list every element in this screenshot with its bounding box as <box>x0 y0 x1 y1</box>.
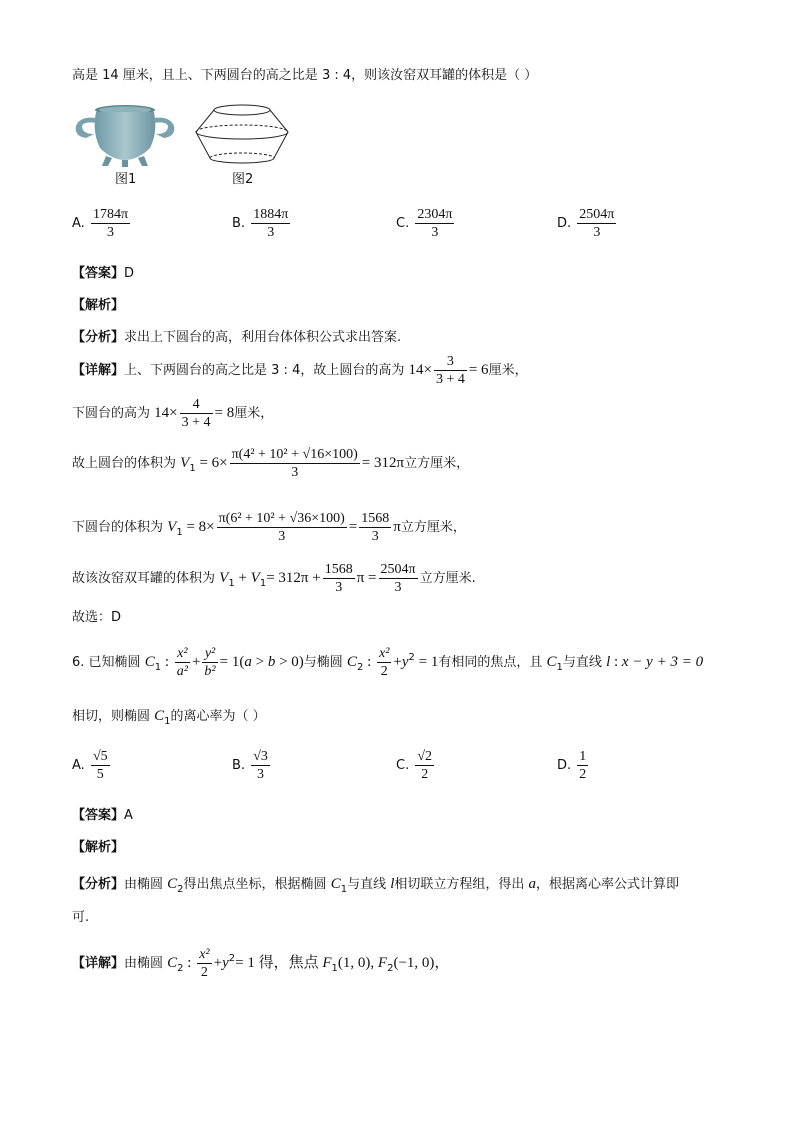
q6-option-d[interactable] <box>557 748 590 783</box>
figure-1-jar <box>72 104 178 170</box>
q5-fenxi: 【分析】求出上下圆台的高，利用台体体积公式求出答案. <box>72 330 402 345</box>
q6-option-a[interactable] <box>72 748 112 783</box>
option-fraction: $\frac{√2}{2}$ <box>417 749 433 782</box>
jar-image <box>72 104 178 170</box>
option-letter: C. <box>396 758 410 773</box>
q5-option-d[interactable] <box>557 206 618 241</box>
option-fraction: $\frac{√3}{3}$ <box>253 749 268 782</box>
figure-2-caption: 图2 <box>232 172 254 187</box>
q5-xiangjie-line2: 下圆台的高为 14× $\frac{4}{3 + 4}$ = 8厘米， <box>72 397 274 430</box>
figure-1-caption: 图1 <box>115 172 137 187</box>
q5-xiangjie-line1: 【详解】上、下两圆台的高之比是 3 : 4，故上圆台的高为 14× $\frac{3}{3 + 4}$ = 6厘米， <box>72 354 528 387</box>
option-letter: A. <box>72 216 85 231</box>
q6-stem-line2: 相切，则椭圆 $C_1$的离心率为（ ） <box>72 708 266 727</box>
option-letter: A. <box>72 758 85 773</box>
figure-2-frustums <box>194 102 290 168</box>
q5-answer: 【答案】D <box>72 266 135 281</box>
q6-option-b[interactable] <box>232 748 272 783</box>
option-letter: D. <box>557 216 572 231</box>
option-fraction: $\frac{1784\pi}{3}$ <box>92 207 129 240</box>
q6-answer: 【答案】A <box>72 808 133 823</box>
q5-option-a[interactable] <box>72 206 132 241</box>
q5-stem: 高是 14 厘米，且上、下两圆台的高之比是 3 : 4，则该汝窑双耳罐的体积是（ ） <box>72 68 538 83</box>
option-fraction: $\frac{2304\pi}{3}$ <box>417 207 453 240</box>
option-letter: B. <box>232 758 246 773</box>
q6-option-c[interactable] <box>396 748 436 783</box>
option-letter: B. <box>232 216 246 231</box>
option-fraction: $\frac{1}{2}$ <box>579 749 587 782</box>
q5-option-b[interactable] <box>232 206 292 241</box>
q6-xiangjie: 【详解】由椭圆 $C_2$ : $\frac{\text{x²}}{2}$ $+y^2= 1$ 得，焦点 $F_1(1$, 0), $F_2(-1$, 0)， <box>72 947 450 980</box>
option-letter: C. <box>396 216 410 231</box>
q5-xiangjie-line5: 故该汝窑双耳罐的体积为 $V_1 + V_1= 312\pi$ + $\frac{1568}{3}$ π = $\frac{2504\pi}{3}$ 立方厘米. <box>72 562 476 595</box>
option-fraction: $\frac{2504\pi}{3}$ <box>579 207 615 240</box>
q6-analysis-heading: 【解析】 <box>72 840 125 855</box>
q6-fenxi-line1: 【分析】由椭圆 $C_2$得出焦点坐标，根据椭圆 $C_1$与直线 l相切联立方程组，得出 a，根据离心率公式计算即 <box>72 876 680 895</box>
q5-xiangjie-line3: 故上圆台的体积为 $V_1 = 6\times$ $\frac{\text{π(4² + 10² + √16×100)}}{3}$ = 312π立方厘米， <box>72 447 470 480</box>
q5-analysis-heading: 【解析】 <box>72 298 125 313</box>
q5-choose: 故选：D <box>72 610 122 625</box>
q5-option-c[interactable] <box>396 206 456 241</box>
q6-stem-line1: 6. 已知椭圆 $C_1$ : $\frac{\text{x²}}{\text{a²}}$ + $\frac{\text{y²}}{\text{b²}}$ = 1(a > b > 0)与椭圆 $C_2$ : $\frac{\text{x²}}{2}$ $+y^2 = 1$有相同的焦点，且 $C_1$与直线 l : x − y + 3 = 0 <box>72 646 704 679</box>
option-letter: D. <box>557 758 572 773</box>
option-fraction: $\frac{1884\pi}{3}$ <box>253 207 289 240</box>
frustum-diagram <box>194 102 290 168</box>
option-fraction: $\frac{√5}{5}$ <box>92 749 108 782</box>
q5-xiangjie-line4: 下圆台的体积为 $V_1 = 8\times$ $\frac{\text{π(6² + 10² + √36×100)}}{3}$ = $\frac{1568}{3}$ π立方厘米， <box>72 511 466 544</box>
q6-fenxi-line2: 可. <box>72 910 90 925</box>
